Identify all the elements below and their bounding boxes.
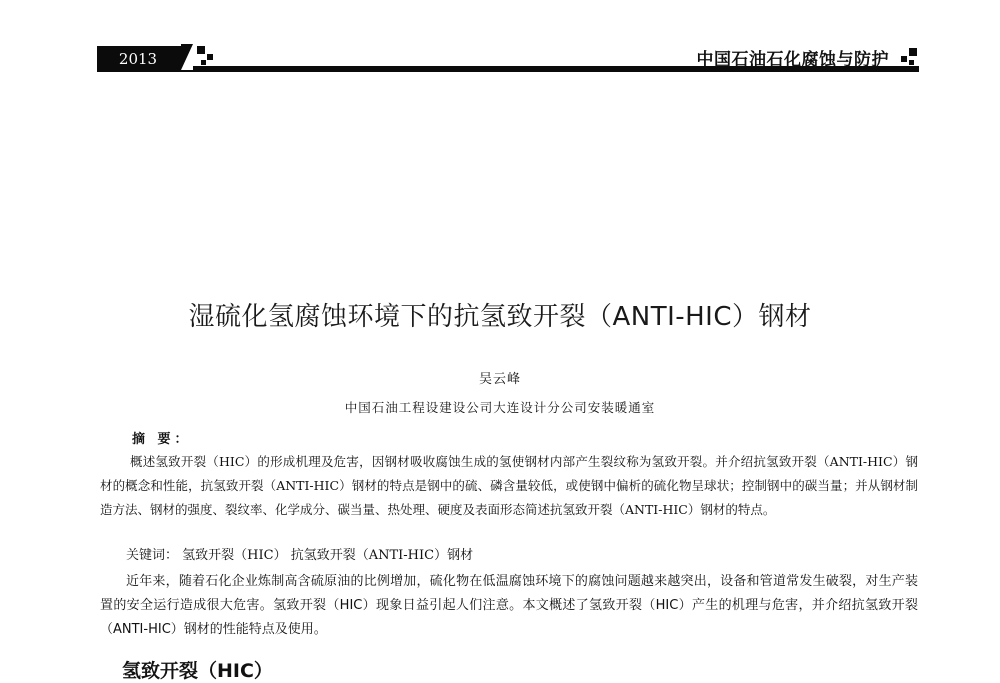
article-title: 湿硫化氢腐蚀环境下的抗氢致开裂（ANTI-HIC）钢材 (188, 302, 812, 332)
intro-paragraph: 近年来，随着石化企业炼制高含硫原油的比例增加，硫化物在低温腐蚀环境下的腐蚀问题越来越突出，设备和管道常发生破裂，对生产装置的安全运行造成很大危害。氢致开裂（HIC）现象日益引起人们注意。本文概述了氢致开裂（HIC）产生的机理与危害，并介绍抗氢致开裂（ANTI-HIC）钢材的性能特点及使用。 (100, 574, 918, 637)
year-badge-notch (181, 44, 193, 70)
year-badge (97, 46, 193, 72)
abstract-label: 摘 要： (132, 432, 192, 447)
page-header (97, 44, 919, 74)
year-label: 2013 (118, 50, 158, 68)
author-affiliation: 中国石油工程设建设公司大连设计分公司安装暖通室 (344, 400, 656, 415)
keywords-label: 关键词： (126, 548, 179, 563)
journal-name: 中国石油石化腐蚀与防护 (696, 50, 889, 70)
section-heading: 氢致开裂（HIC） (122, 660, 273, 682)
abstract-text: 概述氢致开裂（HIC）的形成机理及危害，因钢材吸收腐蚀生成的氢使钢材内部产生裂纹称为氢致开裂。并介绍抗氢致开裂（ANTI-HIC）钢材的概念和性能，抗氢致开裂（ANTI-HIC）钢材的特点是钢中的硫、磷含量较低，或使钢中偏析的硫化物呈球状；控制钢中的碳当量；并从钢材制造方法、钢材的强度、裂纹率、化学成分、碳当量、热处理、硬度及表面形态简述抗氢致开裂（ANTI-HIC）钢材的特点。 (100, 454, 918, 517)
keywords-text: 氢致开裂（HIC） 抗氢致开裂（ANTI-HIC）钢材 (182, 548, 474, 563)
article-author: 吴云峰 (478, 372, 521, 387)
keywords-line (126, 544, 473, 563)
